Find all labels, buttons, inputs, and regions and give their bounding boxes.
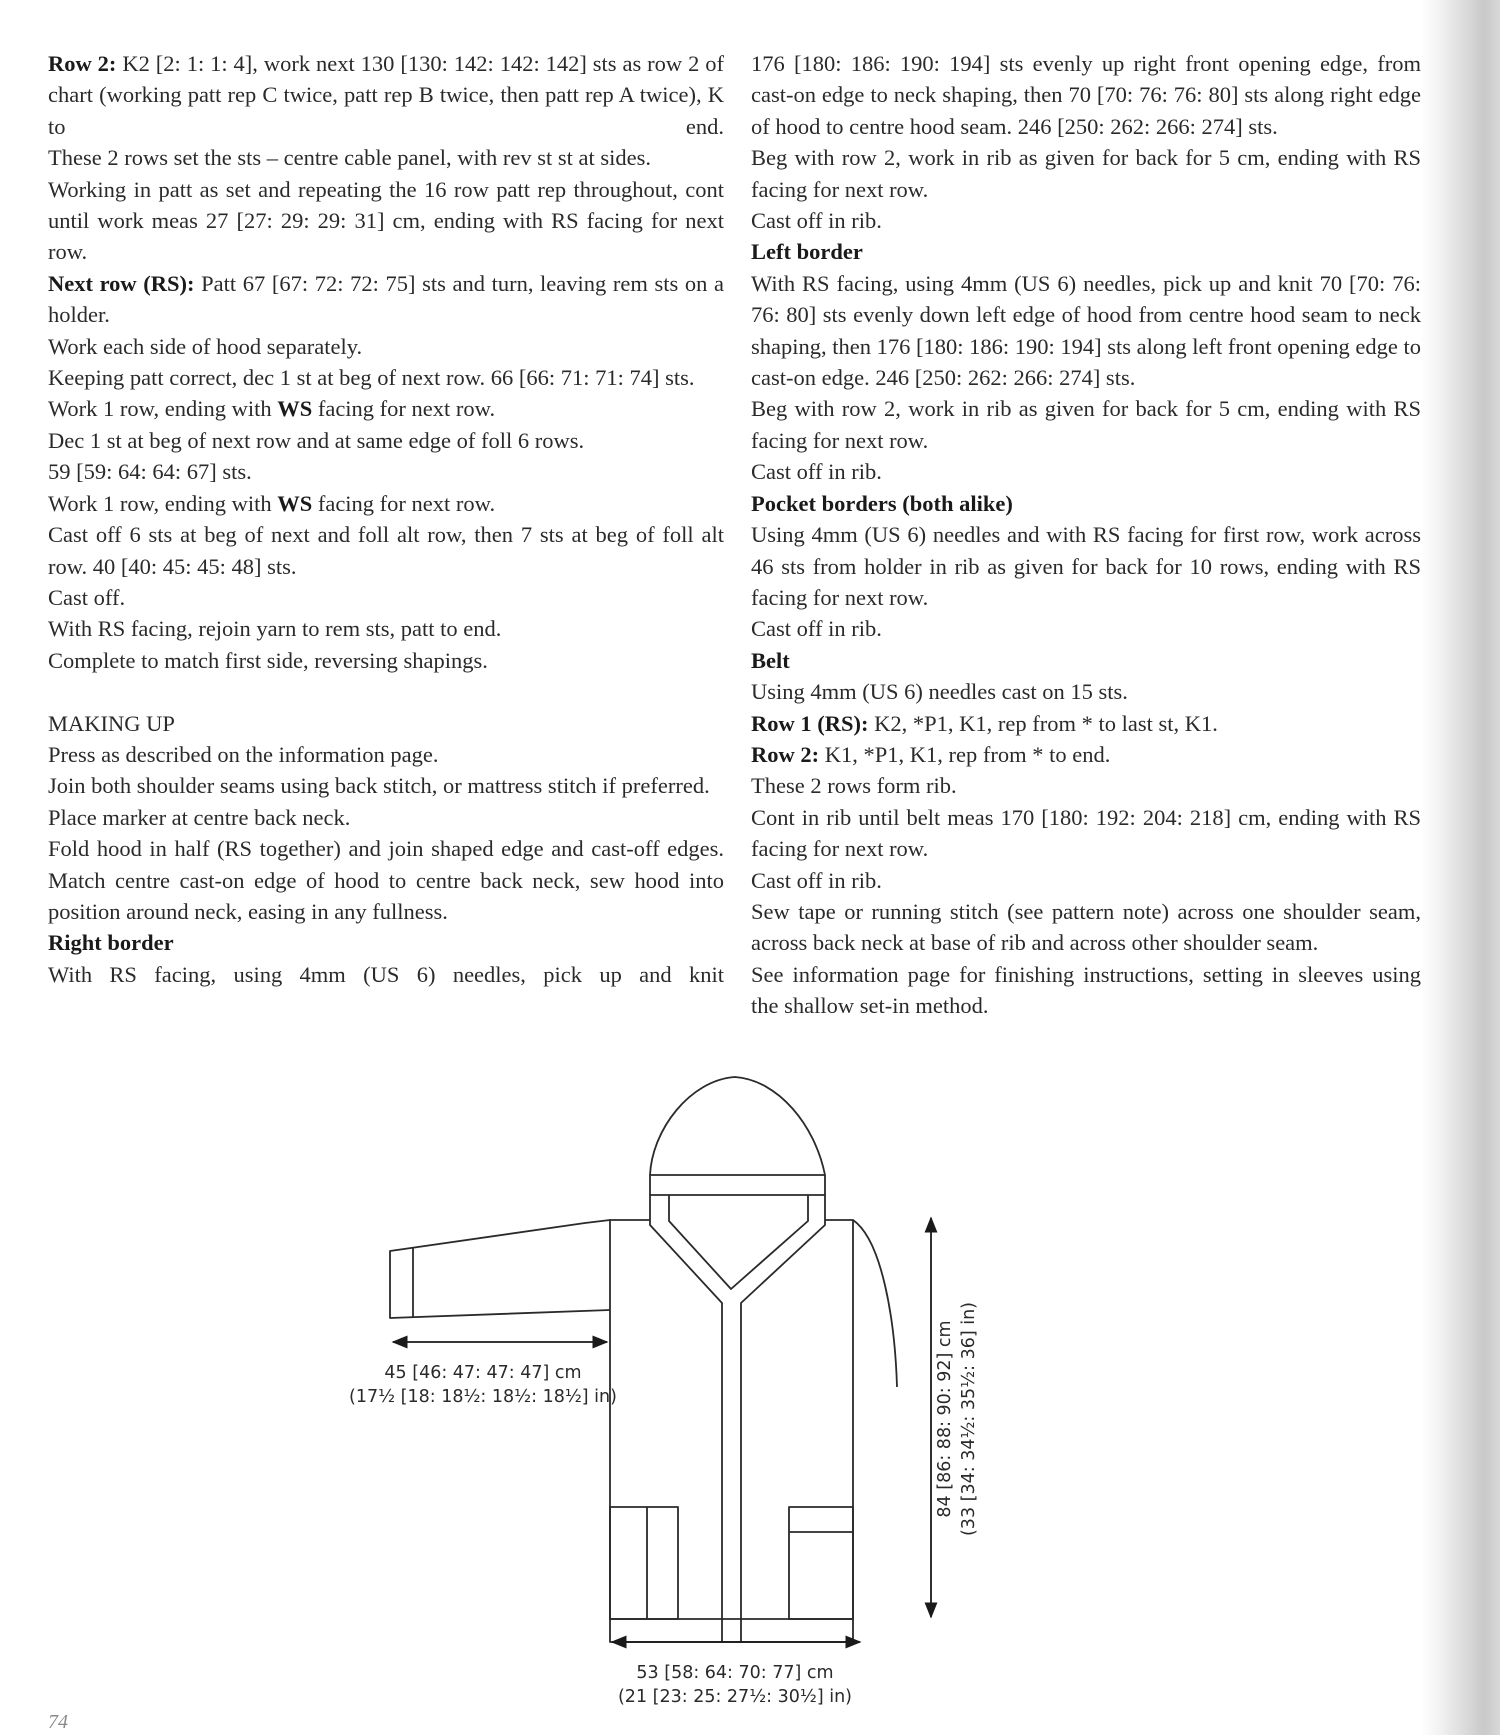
- belt-row1-lead: Row 1 (RS):: [751, 710, 869, 736]
- paragraph-right-border-castoff: Cast off in rib.: [751, 208, 882, 234]
- left-sleeve: [390, 1220, 610, 1318]
- paragraph-work-each-side: Work each side of hood separately.: [48, 333, 363, 359]
- next-row-text: Patt 67 [67: 72: 72: 75] sts and turn, leaving rem sts on a holder.: [48, 270, 724, 328]
- body-width-in: (21 [23: 25: 27½: 30½] in): [617, 1687, 853, 1707]
- body-length-in: (33 [34: 34½: 35½: 36] in): [959, 1301, 979, 1537]
- hood-border-outer: [650, 1195, 825, 1642]
- paragraph-left-border-castoff: Cast off in rib.: [751, 459, 882, 485]
- paragraph-place-marker: Place marker at centre back neck.: [48, 804, 351, 830]
- paragraph-working-patt: Working in patt as set and repeating the 16 row patt rep throughout, cont until work meas 27 [27: 29: 29: 31] cm, ending with RS facing for next row.: [48, 176, 724, 265]
- paragraph-cast-off: Cast off.: [48, 584, 126, 610]
- paragraph-press: Press as described on the information page.: [48, 741, 439, 767]
- heading-belt: Belt: [751, 647, 790, 673]
- paragraph-pocket-borders: Using 4mm (US 6) needles and with RS facing for first row, work across 46 sts from holder in rib as given for back for 10 rows, ending with RS facing for next row.: [751, 522, 1421, 610]
- paragraph-keeping-patt: Keeping patt correct, dec 1 st at beg of next row. 66 [66: 71: 71: 74] sts.: [48, 365, 695, 391]
- paragraph-row2: [48, 48, 724, 142]
- paragraph-see-info: See information page for finishing instructions, setting in sleeves using the shallow set-in method.: [751, 961, 1421, 1019]
- paragraph-left-border-rib: Beg with row 2, work in rib as given for back for 5 cm, ending with RS facing for next row.: [751, 396, 1421, 453]
- paragraph-join-shoulder: Join both shoulder seams using back stitch, or mattress stitch if preferred.: [48, 773, 710, 799]
- body-left: [610, 1220, 722, 1642]
- paragraph-complete-match: Complete to match first side, reversing shapings.: [48, 647, 488, 673]
- paragraph-belt-cont: Cont in rib until belt meas 170 [180: 192: 204: 218] cm, ending with RS facing for next row.: [751, 804, 1421, 862]
- paragraph-belt-castoff: Cast off in rib.: [751, 867, 882, 893]
- paragraph-rejoin-yarn: With RS facing, rejoin yarn to rem sts, patt to end.: [48, 616, 502, 642]
- paragraph-belt-row2: Row 2: K1, *P1, K1, rep from * to end.: [751, 741, 1111, 767]
- paragraph-belt-row1: Row 1 (RS): K2, *P1, K1, rep from * to last st, K1.: [751, 710, 1218, 736]
- hood-border-inner: [669, 1195, 808, 1289]
- spacer: [48, 676, 724, 707]
- paragraph-sew-tape: Sew tape or running stitch (see pattern note) across one shoulder seam, across back neck at base of rib and across other shoulder seam.: [751, 898, 1421, 956]
- heading-pocket-borders: Pocket borders (both alike): [751, 490, 1013, 516]
- paragraph-work-1-row-a: Work 1 row, ending with WS facing for next row.: [48, 396, 496, 422]
- heading-right-border: Right border: [48, 930, 174, 956]
- ws-emphasis: WS: [277, 490, 313, 516]
- paragraph-left-border: With RS facing, using 4mm (US 6) needles, pick up and knit 70 [70: 76: 76: 80] sts evenly down left edge of hood from centre hood seam to neck shaping, then 176 [180: 186: 190: 194] sts along left front opening edge to cast-on edge. 246 [250: 262: 266: 274] sts.: [751, 270, 1421, 391]
- body-right: [741, 1220, 853, 1642]
- left-pocket: [610, 1507, 678, 1619]
- right-pocket: [789, 1507, 853, 1619]
- sleeve-length-cm: 45 [46: 47: 47: 47] cm: [384, 1363, 582, 1383]
- paragraph-belt-rib: These 2 rows form rib.: [751, 773, 957, 799]
- page-number: 74: [48, 1711, 68, 1733]
- right-text-column: [751, 48, 1421, 1022]
- row2-text: K2 [2: 1: 1: 4], work next 130 [130: 142: 142: 142] sts as row 2 of chart (working patt rep C twice, patt rep B twice, then patt rep A twice), K to end.: [48, 51, 724, 139]
- body-length-cm: 84 [86: 88: 90: 92] cm: [935, 1320, 955, 1518]
- row2-lead: Row 2:: [48, 51, 117, 76]
- paragraph-right-border-rib: Beg with row 2, work in rib as given for back for 5 cm, ending with RS facing for next row.: [751, 145, 1421, 202]
- body-width-cm: 53 [58: 64: 70: 77] cm: [636, 1663, 834, 1683]
- heading-left-border: Left border: [751, 239, 863, 265]
- heading-making-up: MAKING UP: [48, 710, 175, 736]
- paragraph-cast-off-6: Cast off 6 sts at beg of next and foll alt row, then 7 sts at beg of foll alt row. 40 [40: 45: 45: 48] sts.: [48, 522, 724, 579]
- paragraph-right-border-cont: 176 [180: 186: 190: 194] sts evenly up right front opening edge, from cast-on edge to neck shaping, then 70 [70: 76: 76: 80] sts along right edge of hood to centre hood seam. 246 [250: 262: 266: 274] sts.: [751, 51, 1421, 139]
- right-sleeve: [853, 1220, 897, 1387]
- ws-emphasis: WS: [277, 396, 313, 422]
- paragraph-fold-hood: Fold hood in half (RS together) and join shaped edge and cast-off edges. Match centre cast-on edge of hood to centre back neck, sew hood into position around neck, easing in any fullness.: [48, 836, 724, 924]
- sleeve-length-in: (17½ [18: 18½: 18½: 18½] in): [349, 1387, 617, 1407]
- belt-row2-lead: Row 2:: [751, 741, 820, 767]
- next-row-lead: Next row (RS):: [48, 270, 195, 296]
- hood-outline: [650, 1077, 825, 1195]
- paragraph-dec-1-st: Dec 1 st at beg of next row and at same edge of foll 6 rows.: [48, 427, 585, 453]
- paragraph-pocket-castoff: Cast off in rib.: [751, 616, 882, 642]
- paragraph-work-1-row-b: Work 1 row, ending with WS facing for next row.: [48, 490, 496, 516]
- paragraph-right-border-start: With RS facing, using 4mm (US 6) needles, pick up and knit: [48, 961, 724, 987]
- left-text-column: [48, 48, 724, 990]
- paragraph-set-sts: These 2 rows set the sts – centre cable panel, with rev st st at sides.: [48, 145, 651, 171]
- paragraph-st-count: 59 [59: 64: 64: 67] sts.: [48, 459, 252, 485]
- paragraph-belt-cast-on: Using 4mm (US 6) needles cast on 15 sts.: [751, 679, 1128, 705]
- paragraph-next-row: [48, 268, 724, 331]
- page-edge-shadow: [1420, 0, 1500, 1735]
